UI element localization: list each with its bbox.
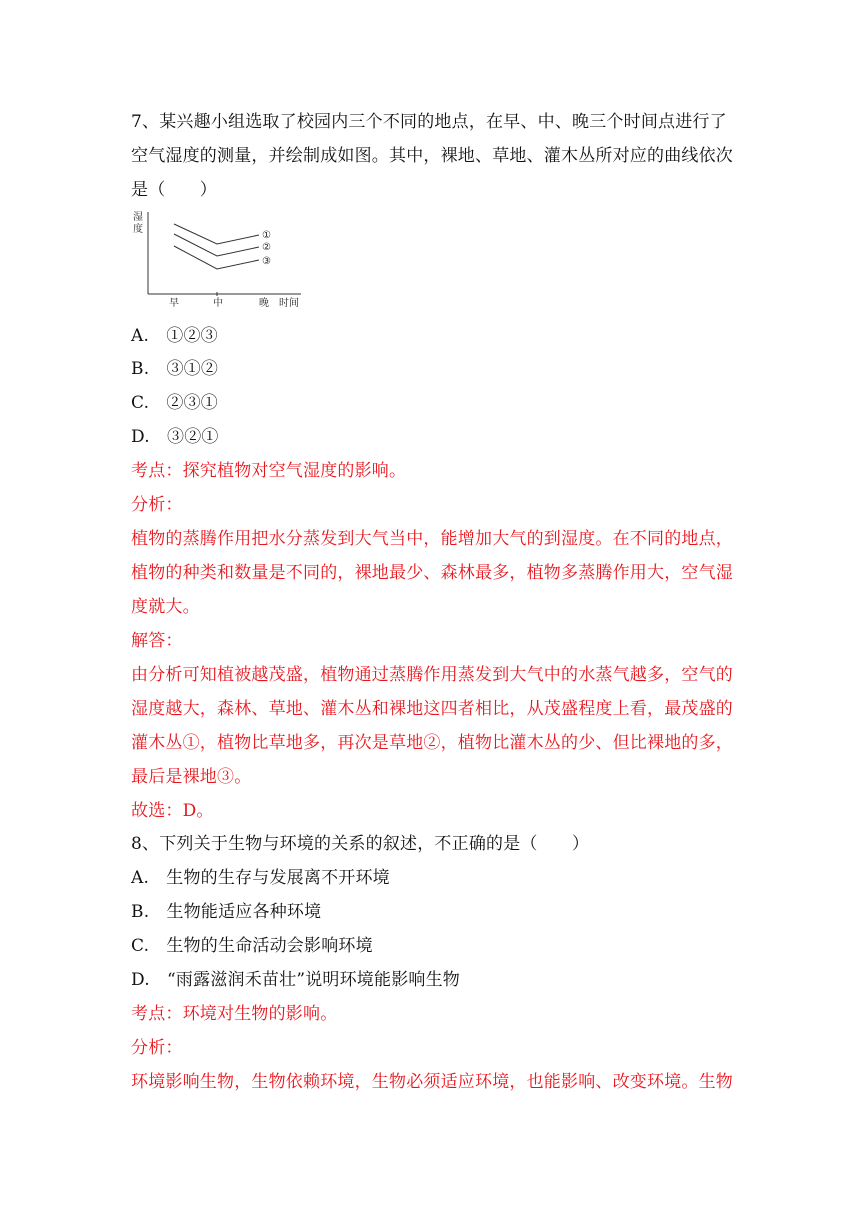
q7-fenxi-line-2: 植物的种类和数量是不同的，裸地最少、森林最多，植物多蒸腾作用大，空气湿 [131,563,733,583]
q7-jieda-line-1: 由分析可知植被越茂盛，植物通过蒸腾作用蒸发到大气中的水蒸气越多，空气的 [131,665,733,685]
q8-kaodian: 考点：环境对生物的影响。 [131,1004,338,1024]
q8-stem: 8、下列关于生物与环境的关系的叙述，不正确的是（ ） [131,834,590,854]
q7-jieda-line-3: 灌木丛①，植物比草地多，再次是草地②，植物比灌木丛的少、但比裸地的多， [131,733,733,753]
q8-fenxi-line-1: 环境影响生物，生物依赖环境，生物必须适应环境，也能影响、改变环境。生物 [131,1072,733,1092]
y-label-1: 湿 [133,212,143,223]
q7-kaodian: 考点：探究植物对空气湿度的影响。 [131,461,407,481]
q7-stem-line-1: 7、某兴趣小组选取了校园内三个不同的地点，在早、中、晚三个时间点进行了 [131,112,727,132]
q7-option-a: A. ①②③ [131,326,218,346]
x-tick-label-evening: 晚 [259,298,269,309]
x-tick-label-morning: 早 [169,298,179,309]
humidity-figure [131,208,311,316]
series-label-3: ③ [262,256,271,267]
q7-jieda-line-4: 最后是裸地③。 [131,767,252,787]
q7-fenxi-label: 分析： [131,495,183,515]
q7-answer: 故选：D。 [131,801,214,821]
q7-fenxi-line-3: 度就大。 [131,597,200,617]
q7-fenxi-line-1: 植物的蒸腾作用把水分蒸发到大气当中，能增加大气的到湿度。在不同的地点， [131,529,733,549]
y-label-2: 度 [133,224,143,235]
q7-option-d: D. ③②① [131,427,219,447]
q8-option-c: C. 生物的生命活动会影响环境 [131,936,373,956]
q8-option-a: A. 生物的生存与发展离不开环境 [131,868,390,888]
q7-jieda-label: 解答： [131,631,183,651]
x-tick-label-noon: 中 [213,298,223,309]
q7-stem-line-3: 是（ ） [131,180,217,200]
q7-stem-line-2: 空气湿度的测量，并绘制成如图。其中，裸地、草地、灌木丛所对应的曲线依次 [131,146,733,166]
series-label-2: ② [262,242,271,253]
x-axis-label: 时间 [279,298,299,309]
q8-option-b: B. 生物能适应各种环境 [131,902,322,922]
series-label-1: ① [262,230,271,241]
q8-option-d: D. “雨露滋润禾苗壮”说明环境能影响生物 [131,970,461,990]
q8-fenxi-label: 分析： [131,1038,183,1058]
q7-option-c: C. ②③① [131,393,219,413]
q7-option-b: B. ③①② [131,359,219,379]
q7-jieda-line-2: 湿度越大，森林、草地、灌木丛和裸地这四者相比，从茂盛程度上看，最茂盛的 [131,699,733,719]
